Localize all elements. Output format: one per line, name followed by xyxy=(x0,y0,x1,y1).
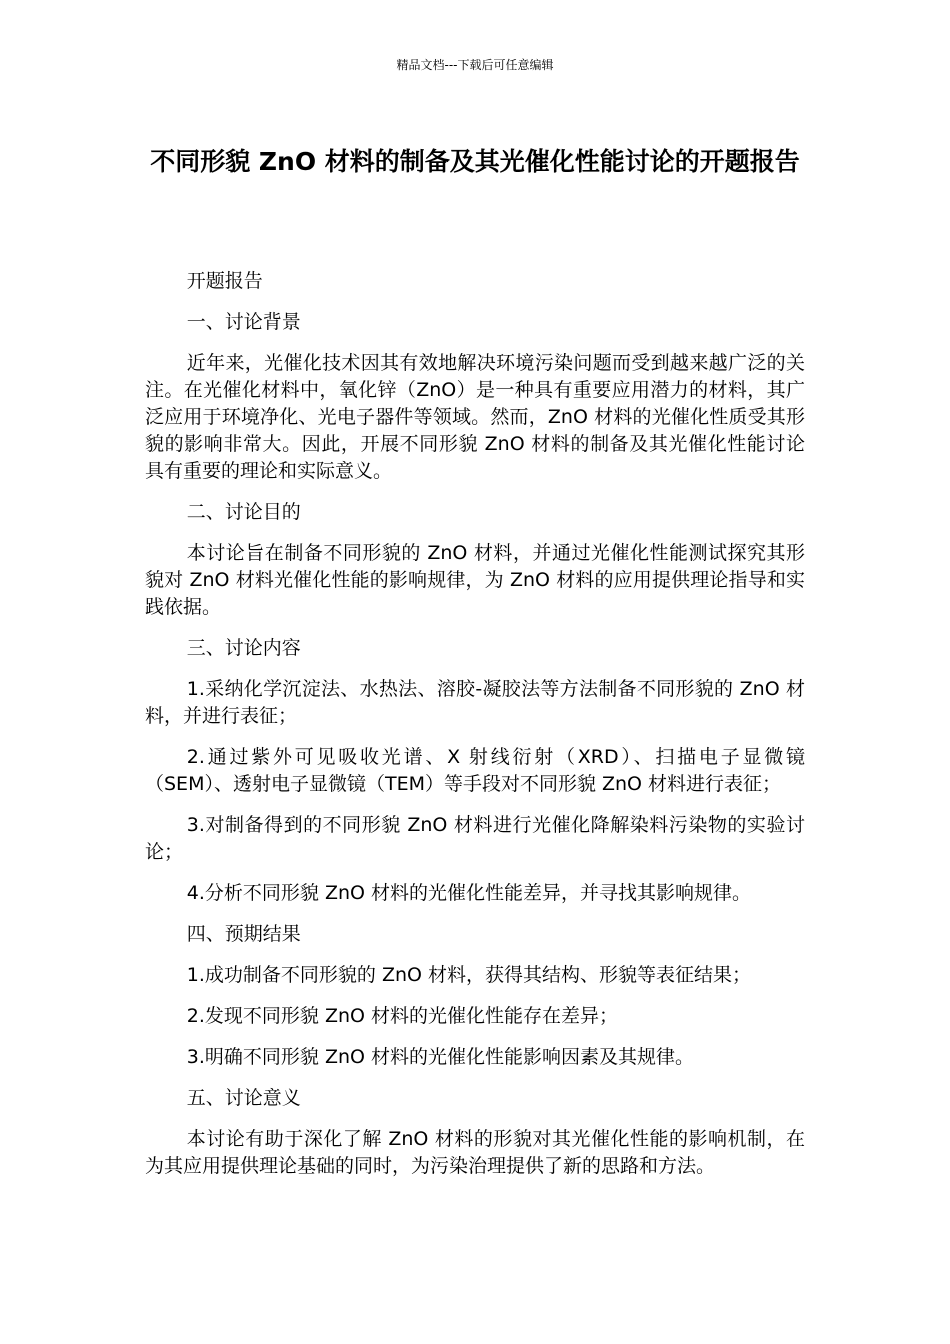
section-heading-purpose: 二、讨论目的 xyxy=(186,501,301,523)
list-item-result-1: 1.成功制备不同形貌的 ZnO 材料，获得其结构、形貌等表征结果； xyxy=(186,964,752,986)
list-item-content-1: 1.采纳化学沉淀法、水热法、溶胶-凝胶法等方法制备不同形貌的 ZnO 材料，并进行表征； xyxy=(145,678,805,727)
list-item-result-2: 2.发现不同形貌 ZnO 材料的光催化性能存在差异； xyxy=(186,1005,619,1027)
paragraph-background: 近年来，光催化技术因其有效地解决环境污染问题而受到越来越广泛的关注。在光催化材料中，氧化锌（ZnO）是一种具有重要应用潜力的材料，其广泛应用于环境净化、光电子器件等领域。然而，ZnO 材料的光催化性质受其形貌的影响非常大。因此，开展不同形貌 ZnO 材料的制备及其光催化性能讨论具有重要的理论和实际意义。 xyxy=(145,352,805,482)
section-heading-background: 一、讨论背景 xyxy=(186,311,301,333)
paragraph-significance: 本讨论有助于深化了解 ZnO 材料的形貌对其光催化性能的影响机制，在为其应用提供理论基础的同时，为污染治理提供了新的思路和方法。 xyxy=(145,1128,805,1177)
list-item-content-2: 2.通过紫外可见吸收光谱、X 射线衍射（XRD）、扫描电子显微镜（SEM）、透射电子显微镜（TEM）等手段对不同形貌 ZnO 材料进行表征； xyxy=(145,746,805,795)
section-heading-significance: 五、讨论意义 xyxy=(186,1087,301,1109)
list-item-content-4: 4.分析不同形貌 ZnO 材料的光催化性能差异，并寻找其影响规律。 xyxy=(186,882,752,904)
header-note: 精品文档---下载后可任意编辑 xyxy=(396,58,554,72)
list-item-result-3: 3.明确不同形貌 ZnO 材料的光催化性能影响因素及其规律。 xyxy=(186,1046,695,1068)
paragraph-heading-report: 开题报告 xyxy=(186,270,263,292)
document-body xyxy=(145,268,805,1194)
list-item-content-3: 3.对制备得到的不同形貌 ZnO 材料进行光催化降解染料污染物的实验讨论； xyxy=(145,814,805,863)
section-heading-content: 三、讨论内容 xyxy=(186,637,301,659)
paragraph-purpose: 本讨论旨在制备不同形貌的 ZnO 材料，并通过光催化性能测试探究其形貌对 ZnO 材料光催化性能的影响规律，为 ZnO 材料的应用提供理论指导和实践依据。 xyxy=(145,542,805,618)
section-heading-expected-results: 四、预期结果 xyxy=(186,923,301,945)
page-title: 不同形貌 ZnO 材料的制备及其光催化性能讨论的开题报告 xyxy=(150,147,800,176)
